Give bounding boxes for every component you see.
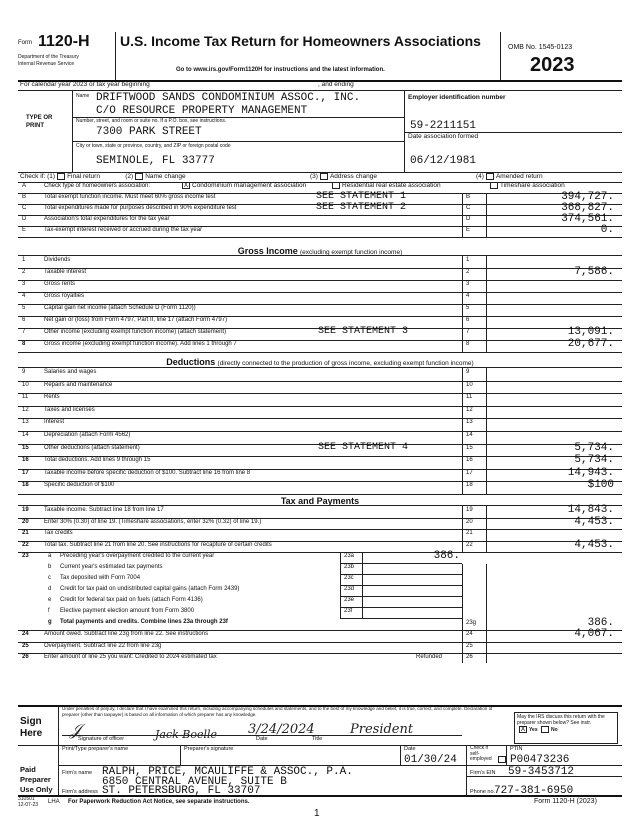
- ein-value: 59-2211151: [410, 120, 477, 132]
- line-amount[interactable]: 5,734.: [574, 441, 614, 454]
- line-number: 14: [22, 432, 29, 438]
- firm-ein-value: 59-3453712: [508, 766, 575, 778]
- line-box-label: 10: [466, 381, 473, 388]
- line-letter: A: [22, 183, 27, 189]
- form-word: Form: [18, 40, 32, 46]
- condo-checkbox[interactable]: X: [183, 182, 189, 189]
- line-amount[interactable]: 386.: [587, 617, 614, 629]
- ptin-value: P00473236: [510, 754, 570, 766]
- line-amount[interactable]: 0.: [600, 224, 614, 236]
- timeshare-checkbox[interactable]: [490, 182, 498, 189]
- line-letter: E: [22, 227, 27, 233]
- address-change-checkbox[interactable]: [320, 173, 328, 180]
- sub-line-letter: g: [48, 619, 52, 625]
- line-amount[interactable]: 14,943.: [567, 466, 614, 479]
- irs-discuss-box: May the IRS discuss this return with the preparer shown below? See instr. X Yes No: [514, 712, 618, 744]
- line-description: Gross income (excluding exempt function income). Add lines 1 through 7: [44, 341, 237, 347]
- line-description: Other deductions (attach statement): [44, 444, 140, 451]
- tax-payments-heading: Tax and Payments: [280, 496, 360, 506]
- sub-line-letter: f: [48, 608, 50, 614]
- type-or-print-label: TYPE OR PRINT: [26, 115, 53, 129]
- line-amount[interactable]: 7,586.: [574, 266, 614, 278]
- calendar-year-label: For calendar year 2023 or tax year beginning: [20, 81, 150, 88]
- sig-title-label: Title: [312, 736, 323, 742]
- line-box-label: D: [466, 216, 471, 222]
- line-box-label: 23g: [466, 620, 477, 626]
- line-description: Net gain or (loss) from Form 4797, Part II, line 17 (attach Form 4797): [44, 317, 228, 323]
- firm-name-label: Firm's name: [62, 770, 93, 776]
- line-description: Taxable income before specific deduction of $100. Subtract line 16 from line 8: [44, 469, 251, 476]
- line-box-label: 20: [466, 518, 473, 525]
- form-number: 1120-H: [38, 33, 90, 50]
- assoc-type-options: X Condominium management association: [183, 182, 307, 190]
- line-number: 24: [22, 631, 29, 637]
- sub-line-description: Tax deposited with Form 7004: [60, 575, 141, 581]
- line-number: 17: [22, 469, 29, 476]
- line-box-label: 22: [466, 541, 473, 548]
- line-description: Overpayment. Subtract line 22 from line 23g: [44, 642, 162, 649]
- phone-value: 727-381-6950: [494, 785, 574, 797]
- sign-label: Sign: [20, 716, 42, 727]
- line-box-label: 18: [466, 482, 473, 489]
- line-description: Amount owed. Subtract line 23g from line 22. See instructions: [44, 631, 209, 637]
- sub-line-description: Credit for federal tax paid on fuels (attach Form 4136): [60, 597, 203, 603]
- self-employed-label: Check if self-employed: [470, 745, 492, 762]
- line-box-label: 21: [466, 530, 473, 536]
- line-description: Rents: [44, 394, 60, 401]
- paperwork-notice: For Paperwork Reduction Act Notice, see separate instructions.: [68, 799, 250, 805]
- prep-date-label: Date: [404, 746, 416, 752]
- line-box-label: 26: [466, 654, 473, 660]
- signature-date: 3/24/2024: [248, 722, 315, 737]
- refunded-label: Refunded: [416, 654, 443, 660]
- city-label: City or town, state or province, country, and ZIP or foreign postal code: [76, 143, 231, 149]
- line-box-label: 17: [466, 469, 473, 476]
- line-box-label: 19: [466, 507, 473, 513]
- line-description: Total expenditures made for purposes described in 90% expenditure test: [44, 205, 237, 211]
- line-description: Taxable income. Subtract line 18 from line 17: [44, 507, 164, 513]
- line-description: Capital gain net income (attach Schedule D (Form 1120)): [44, 305, 196, 311]
- lha-label: LHA: [48, 799, 60, 805]
- sub-line-description: Preceding year's overpayment credited to the current year: [60, 553, 215, 559]
- statement-reference: SEE STATEMENT 1: [316, 191, 407, 202]
- line-number: 19: [22, 507, 29, 513]
- line-number: 10: [22, 381, 29, 388]
- line-number: 2: [22, 269, 26, 275]
- sub-line-description: Credit for tax paid on undistributed capital gains (attach Form 2439): [60, 586, 240, 592]
- line-box-label: B: [466, 194, 471, 200]
- line-description: Gross royalties: [44, 293, 85, 299]
- line-box-label: 6: [466, 317, 470, 323]
- line-number: 11: [22, 394, 29, 401]
- amended-return-checkbox[interactable]: [486, 173, 494, 180]
- association-name: DRIFTWOOD SANDS CONDOMINIUM ASSOC., INC.: [96, 92, 361, 104]
- line-description: Taxable interest: [44, 269, 87, 275]
- line-box-label: 8: [466, 341, 470, 347]
- line-description: Total tax. Subtract line 21 from line 20. See instructions for recapture of certain credits: [44, 541, 272, 548]
- firm-address-line1: 6850 CENTRAL AVENUE, SUITE B: [102, 776, 287, 788]
- line-box-label: 5: [466, 305, 470, 311]
- footer-codes: 310501 12-07-23: [18, 796, 39, 808]
- self-employed-checkbox[interactable]: [498, 756, 506, 763]
- line-box-label: C: [466, 205, 471, 211]
- check-if-row: Check if: (1) Final return (2) Name change: [20, 173, 186, 181]
- officer-title: President: [350, 722, 414, 737]
- form-title: U.S. Income Tax Return for Homeowners Associations: [120, 33, 481, 49]
- line-box-label: 2: [466, 269, 470, 275]
- street-address: 7300 PARK STREET: [96, 126, 202, 138]
- line-description: Total deductions. Add lines 9 through 15: [44, 457, 151, 464]
- line-description: Specific deduction of $100: [44, 482, 115, 489]
- line-letter: C: [22, 205, 27, 211]
- line-box-label: 24: [466, 631, 473, 637]
- line-number: 23: [22, 553, 29, 559]
- omb-number: OMB No. 1545-0123: [508, 44, 573, 51]
- instructions-link[interactable]: Go to www.irs.gov/Form1120H for instructions and the latest information.: [176, 67, 385, 73]
- line-number: 9: [22, 369, 26, 375]
- line-number: 18: [22, 482, 29, 489]
- statement-reference: SEE STATEMENT 4: [318, 441, 409, 453]
- line-box-label: 16: [466, 457, 473, 464]
- final-return-checkbox[interactable]: [57, 173, 65, 180]
- prep-sig-label: Preparer's signature: [184, 746, 234, 752]
- line-number: 6: [22, 317, 26, 323]
- sub-line-description: Total payments and credits. Combine lines 23a through 23f: [60, 619, 228, 625]
- line-number: 5: [22, 305, 26, 311]
- discuss-yes-checkbox[interactable]: X: [520, 726, 526, 733]
- line-description: Check type of homeowners association:: [44, 183, 151, 189]
- paid-preparer-label: Paid Preparer Use Only: [20, 765, 53, 794]
- name-label: Name: [76, 93, 90, 99]
- statement-reference: SEE STATEMENT 2: [316, 202, 407, 213]
- statement-reference: SEE STATEMENT 3: [318, 326, 409, 337]
- phone-label: Phone no.: [470, 789, 496, 795]
- line-box-label: 15: [466, 444, 473, 451]
- line-box-label: 25: [466, 642, 473, 649]
- line-description: Total exempt function income. Must meet 60% gross income test: [44, 194, 216, 200]
- line-amount[interactable]: 20,677.: [567, 338, 614, 350]
- name-change-checkbox[interactable]: [135, 173, 143, 180]
- line-amount[interactable]: 374,561.: [561, 213, 614, 225]
- amended-row: (4) Amended return: [476, 173, 543, 181]
- line-amount[interactable]: 4,067.: [574, 628, 614, 640]
- tax-year: 2023: [530, 54, 575, 76]
- line-description: Salaries and wages: [44, 369, 97, 375]
- prep-name-label: Print/Type preparer's name: [62, 746, 129, 752]
- line-number: 12: [22, 406, 29, 413]
- line-letter: B: [22, 194, 27, 200]
- sig-officer-label: Signature of officer: [78, 736, 125, 742]
- prep-date-value: 01/30/24: [404, 754, 457, 766]
- city-state-zip: SEMINOLE, FL 33777: [96, 155, 215, 167]
- line-number: 8: [22, 341, 26, 347]
- firm-ein-label: Firm's EIN: [470, 770, 496, 776]
- line-amount[interactable]: $100: [587, 479, 614, 492]
- line-description: Enter amount of line 25 you want: Credited to 2024 estimated tax: [44, 654, 217, 660]
- line-description: Other income (excluding exempt function income) (attach statement): [44, 329, 227, 335]
- firm-address-label: Firm's address: [62, 789, 98, 795]
- line-box-label: 4: [466, 293, 470, 299]
- gross-income-heading: Gross Income (excluding exempt function income): [237, 246, 403, 256]
- page-number: 1: [314, 808, 320, 819]
- sub-line-box: 23e: [344, 597, 355, 603]
- deductions-heading: Deductions (directly connected to the production of gross income, excluding exempt function income): [166, 357, 474, 367]
- line-box-label: 9: [466, 369, 470, 375]
- line-description: Enter 30% (0.30) of line 19. (Timeshare associations, enter 32% (0.32) of line 19.): [44, 518, 262, 525]
- date-formed-label: Date association formed: [408, 133, 479, 140]
- line-number: 3: [22, 281, 26, 287]
- line-description: Dividends: [44, 257, 71, 263]
- sub-line-letter: a: [48, 553, 52, 559]
- sub-line-letter: e: [48, 597, 52, 603]
- line-box-label: 3: [466, 281, 470, 287]
- line-box-label: 12: [466, 406, 473, 413]
- line-number: 1: [22, 257, 26, 263]
- sig-date-label: Date: [256, 736, 268, 742]
- here-label: Here: [20, 728, 43, 739]
- assoc-type-residential: Residential real estate association: [330, 182, 441, 189]
- line-box-label: 1: [466, 257, 470, 263]
- line-amount[interactable]: 5,734.: [574, 454, 614, 467]
- line-box-label: E: [466, 227, 471, 233]
- form-reference: Form 1120-H (2023): [534, 798, 597, 805]
- line-amount[interactable]: 4,453.: [574, 538, 614, 551]
- line-number: 15: [22, 444, 29, 451]
- line-description: Gross rents: [44, 281, 76, 287]
- ptin-label: PTIN: [510, 746, 523, 752]
- line-amount[interactable]: 394,727.: [561, 191, 614, 203]
- line-letter: D: [22, 216, 27, 222]
- irs-label: Internal Revenue Service: [18, 61, 75, 67]
- line-number: 20: [22, 518, 29, 525]
- line-number: 26: [22, 654, 29, 660]
- line-box-label: 13: [466, 419, 473, 426]
- line-box-label: 14: [466, 432, 473, 438]
- line-number: 13: [22, 419, 29, 426]
- sub-line-box: 23a: [344, 553, 355, 559]
- line-description: Interest: [44, 419, 65, 426]
- line-description: Association's total expenditures for the tax year: [44, 216, 170, 222]
- sub-line-box: 23c: [344, 575, 354, 581]
- line-number: 7: [22, 329, 26, 335]
- officer-signature: 𝒥: [70, 720, 82, 739]
- penalty-statement: Under penalties of perjury, I declare that I have examined this return, including accompanying schedules and statements, and to the best of my knowledge and belief, it is true, correct, and complete. Declaration of preparer (other than taxpayer) is based on all information of which preparer has any knowledge.: [62, 706, 493, 717]
- care-of-name: C/O RESOURCE PROPERTY MANAGEMENT: [96, 105, 308, 117]
- firm-name-value: RALPH, PRICE, MCAULIFFE & ASSOC., P.A.: [102, 766, 353, 778]
- sub-line-letter: c: [48, 575, 51, 581]
- line-amount[interactable]: 13,091.: [567, 326, 614, 338]
- line-description: Taxes and licenses: [44, 406, 95, 413]
- line-amount[interactable]: 368,827.: [561, 202, 614, 214]
- date-formed-value: 06/12/1981: [410, 155, 477, 167]
- line-number: 25: [22, 642, 29, 649]
- line-amount[interactable]: 14,843.: [567, 504, 614, 516]
- discuss-no-checkbox[interactable]: [541, 726, 549, 733]
- and-ending-label: , and ending: [318, 81, 354, 88]
- residential-checkbox[interactable]: [332, 182, 340, 189]
- line-description: Tax credits: [44, 530, 73, 536]
- sub-line-box: 23f: [344, 608, 353, 614]
- ein-label: Employer identification number: [408, 94, 506, 101]
- officer-printed-name: Jack Boelle: [155, 728, 218, 741]
- line-description: Depreciation (attach Form 4562): [44, 432, 131, 438]
- sub-line-description: Current year's estimated tax payments: [60, 564, 163, 570]
- line-number: 22: [22, 541, 29, 548]
- line-amount[interactable]: 4,453.: [574, 515, 614, 528]
- line-description: Repairs and maintenance: [44, 381, 113, 388]
- line-box-label: 11: [466, 394, 473, 401]
- sub-line-letter: d: [48, 586, 52, 592]
- line-description: Tax-exempt interest received or accrued during the tax year: [44, 227, 203, 233]
- street-label: Number, street, and room or suite no. If a P.O. box, see instructions.: [76, 118, 227, 124]
- check-if-row-right: (3) Address change: [310, 173, 377, 181]
- firm-address-line2: ST. PETERSBURG, FL 33707: [102, 785, 261, 797]
- assoc-type-timeshare: Timeshare association: [488, 182, 565, 189]
- dept-treasury: Department of the Treasury: [18, 54, 79, 60]
- sub-line-description: Elective payment election amount from Form 3800: [60, 608, 195, 614]
- sub-line-box: 23b: [344, 564, 355, 570]
- line-number: 21: [22, 530, 29, 536]
- sub-line-amount[interactable]: 386.: [433, 550, 460, 562]
- line-box-label: 7: [466, 329, 470, 335]
- sub-line-box: 23d: [344, 586, 355, 592]
- line-number: 4: [22, 293, 26, 299]
- sub-line-letter: b: [48, 564, 52, 570]
- line-number: 16: [22, 457, 29, 464]
